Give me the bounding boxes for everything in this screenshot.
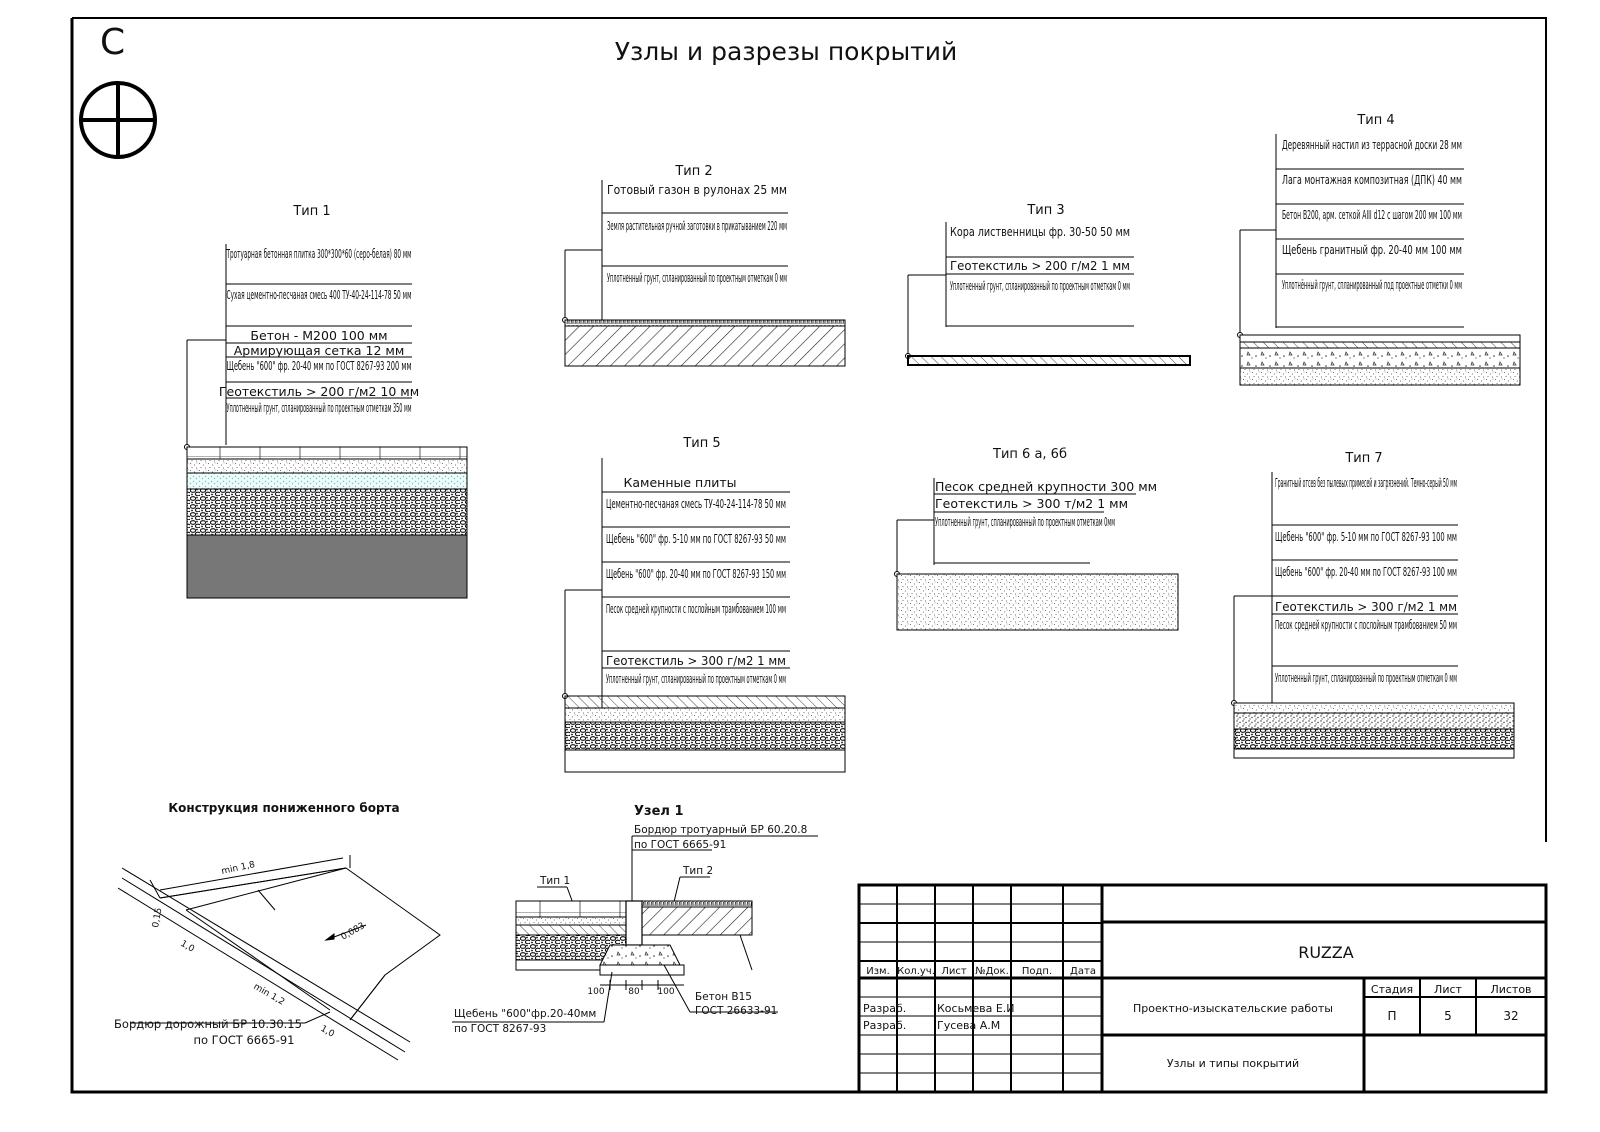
stamp-role-2: Разраб. bbox=[863, 1019, 907, 1032]
curb-caption-1: Бордюр дорожный БР 10.30.15 bbox=[114, 1017, 302, 1031]
type4-layer-3-text: Бетон В200, арм. сеткой AIII d12 с шагом 200 мм 100 мм bbox=[1282, 207, 1462, 222]
curb-caption-2: по ГОСТ 6665-91 bbox=[193, 1033, 295, 1047]
type1-title: Тип 1 bbox=[293, 204, 331, 219]
stamp-sheet-label: Лист bbox=[1434, 983, 1462, 996]
type5-section bbox=[563, 436, 846, 772]
type1-layer-1-text: Тротуарная бетонная плитка 300*300*60 (серо-белая) 80 мм bbox=[226, 246, 412, 261]
stamp-header-doc: №Док. bbox=[975, 966, 1009, 977]
type5-layer-5-text: Песок средней крупности с послойным трамбованием 100 мм bbox=[606, 601, 786, 616]
stamp-sheets-label: Листов bbox=[1490, 983, 1532, 996]
stamp-work-type: Проектно-изыскательские работы bbox=[1133, 1002, 1333, 1015]
stamp-name-2: Гусева А.М bbox=[937, 1019, 1001, 1032]
type1-layer-7-text: Уплотненный грунт, спланированный по проектным отметкам 350 мм bbox=[226, 400, 412, 415]
type7-layer-1-text: Гранитный отсев без пылевых примесей и загрязнений. Темно-серый 50 мм bbox=[1275, 475, 1457, 490]
node1-gravel-label-1: Щебень "600"фр.20-40мм bbox=[454, 1008, 597, 1020]
curb-dim-6: 1,0 bbox=[318, 1023, 336, 1040]
title-block-text bbox=[863, 943, 1532, 1070]
type7-layer-3-text: Щебень "600" фр. 20-40 мм по ГОСТ 8267-93 100 мм bbox=[1275, 564, 1457, 579]
stamp-sheet-value: 5 bbox=[1444, 1009, 1452, 1023]
stamp-header-sign: Подп. bbox=[1021, 966, 1053, 977]
type6-title: Тип 6 а, 6б bbox=[993, 447, 1067, 462]
type4-section bbox=[1238, 113, 1521, 385]
type3-layer-3-text: Уплотненный грунт, спланированный по проектным отметкам 0 мм bbox=[950, 278, 1130, 293]
type1-layer-6-text: Геотекстиль > 200 г/м2 10 мм bbox=[218, 384, 420, 399]
node1-type2-ref: Тип 2 bbox=[683, 865, 714, 877]
type7-layer-2-text: Щебень "600" фр. 5-10 мм по ГОСТ 8267-93 100 мм bbox=[1275, 529, 1457, 544]
curb-dim-3: 1,0 bbox=[178, 938, 196, 955]
type1-layer-3-text: Бетон - М200 100 мм bbox=[250, 328, 388, 343]
type4-layer-5-text: Уплотнённый грунт, спланированный под проектные отметки 0 мм bbox=[1282, 277, 1462, 292]
type1-layer-5-text: Щебень "600" фр. 20-40 мм по ГОСТ 8267-93 200 мм bbox=[226, 358, 412, 373]
type2-title: Тип 2 bbox=[675, 164, 713, 179]
node1-curb-label-1: Бордюр тротуарный БР 60.20.8 bbox=[634, 824, 808, 836]
node1-type1-ref: Тип 1 bbox=[540, 875, 571, 887]
curb-dim-1: min 1,8 bbox=[220, 860, 257, 877]
type5-layer-2-text: Цементно-песчаная смесь ТУ-40-24-114-78 50 мм bbox=[606, 496, 786, 511]
stamp-sheet-name: Узлы и типы покрытий bbox=[1166, 1057, 1300, 1070]
stamp-header-date: Дата bbox=[1070, 966, 1096, 977]
stamp-stage-value: П bbox=[1387, 1009, 1397, 1023]
curb-dim-4: 0,083 bbox=[339, 921, 367, 943]
type2-layer-2-text: Земля растительная ручной заготовки в прикатыванием 220 мм bbox=[607, 218, 787, 233]
type4-title: Тип 4 bbox=[1357, 113, 1395, 128]
curb-dim-2: 0,15 bbox=[151, 907, 165, 929]
stamp-header-list: Лист bbox=[941, 966, 967, 977]
type2-layer-3-text: Уплотненный грунт, спланированный по проектным отметкам 0 мм bbox=[607, 270, 787, 285]
type3-layer-2-text: Геотекстиль > 200 г/м2 1 мм bbox=[950, 258, 1130, 273]
stamp-sheets-value: 32 bbox=[1503, 1009, 1519, 1023]
type1-layer-2-text: Сухая цементно-песчаная смесь 400 ТУ-40-24-114-78 50 мм bbox=[226, 287, 412, 302]
stamp-stage-label: Стадия bbox=[1370, 983, 1414, 996]
type3-layer-1-text: Кора лиственницы фр. 30-50 50 мм bbox=[950, 224, 1130, 239]
type1-layer-4-text: Армирующая сетка 12 мм bbox=[233, 343, 405, 358]
type4-layer-4-text: Щебень гранитный фр. 20-40 мм 100 мм bbox=[1282, 242, 1462, 257]
sheet-title: Узлы и разрезы покрытий bbox=[614, 37, 958, 66]
north-compass-icon bbox=[81, 83, 155, 157]
node1-concrete-label-1: Бетон В15 bbox=[695, 991, 752, 1003]
type7-layer-5-text: Песок средней крупности с послойным трамбованием 50 мм bbox=[1275, 617, 1457, 632]
type4-layer-2-text: Лага монтажная композитная (ДПК) 40 мм bbox=[1282, 172, 1462, 187]
type5-layer-6-text: Геотекстиль > 300 г/м2 1 мм bbox=[606, 653, 786, 668]
type5-layer-3-text: Щебень "600" фр. 5-10 мм по ГОСТ 8267-93 50 мм bbox=[606, 531, 786, 546]
type2-section bbox=[563, 164, 846, 366]
type1-section bbox=[0, 0, 467, 598]
stamp-project-name: RUZZA bbox=[1298, 943, 1354, 962]
node1-curb-label-2: по ГОСТ 6665-91 bbox=[634, 839, 727, 851]
curb-title: Конструкция пониженного борта bbox=[168, 801, 400, 815]
type6-layer-1-text: Песок средней крупности 300 мм bbox=[935, 479, 1158, 494]
stamp-header-izm: Изм. bbox=[866, 966, 890, 977]
stamp-name-1: Косьмева Е.И bbox=[937, 1002, 1015, 1015]
type5-title: Тип 5 bbox=[683, 436, 721, 451]
type6-section bbox=[895, 447, 1179, 630]
type6-layer-2-text: Геотекстиль > 300 т/м2 1 мм bbox=[935, 496, 1129, 511]
node1-gravel-label-2: по ГОСТ 8267-93 bbox=[454, 1023, 547, 1035]
node1-concrete-label-2: ГОСТ 26633-91 bbox=[695, 1005, 778, 1017]
type7-layer-6-text: Уплотненный грунт, спланированный по проектным отметкам 0 мм bbox=[1275, 670, 1457, 685]
type7-title: Тип 7 bbox=[1345, 451, 1383, 466]
node1-dim-3: 100 bbox=[657, 987, 675, 997]
node1-dim-1: 100 bbox=[587, 987, 605, 997]
curb-dim-5: min 1,2 bbox=[251, 981, 287, 1008]
type5-layer-4-text: Щебень "600" фр. 20-40 мм по ГОСТ 8267-93 150 мм bbox=[606, 566, 786, 581]
type3-section bbox=[906, 203, 1191, 365]
stamp-header-kol: Кол.уч. bbox=[897, 966, 935, 977]
type6-layer-3-text: Уплотненный грунт, спланированный по проектным отметкам 0мм bbox=[935, 514, 1115, 529]
node1-drawing bbox=[452, 804, 818, 1035]
type7-section bbox=[1232, 451, 1515, 758]
corner-letter: С bbox=[100, 22, 126, 63]
type7-layer-4-text: Геотекстиль > 300 г/м2 1 мм bbox=[1275, 599, 1457, 614]
node1-dim-2: 80 bbox=[628, 987, 640, 997]
node1-title: Узел 1 bbox=[634, 804, 684, 819]
type3-title: Тип 3 bbox=[1027, 203, 1065, 218]
type5-layer-1-text: Каменные плиты bbox=[623, 475, 737, 490]
lowered-curb-drawing bbox=[114, 801, 440, 1060]
type5-layer-7-text: Уплотненный грунт, спланированный по проектным отметкам 0 мм bbox=[606, 671, 786, 686]
type2-layer-1-text: Готовый газон в рулонах 25 мм bbox=[607, 182, 787, 197]
type4-layer-1-text: Деревянный настил из террасной доски 28 мм bbox=[1282, 137, 1462, 152]
stamp-role-1: Разраб. bbox=[863, 1002, 907, 1015]
